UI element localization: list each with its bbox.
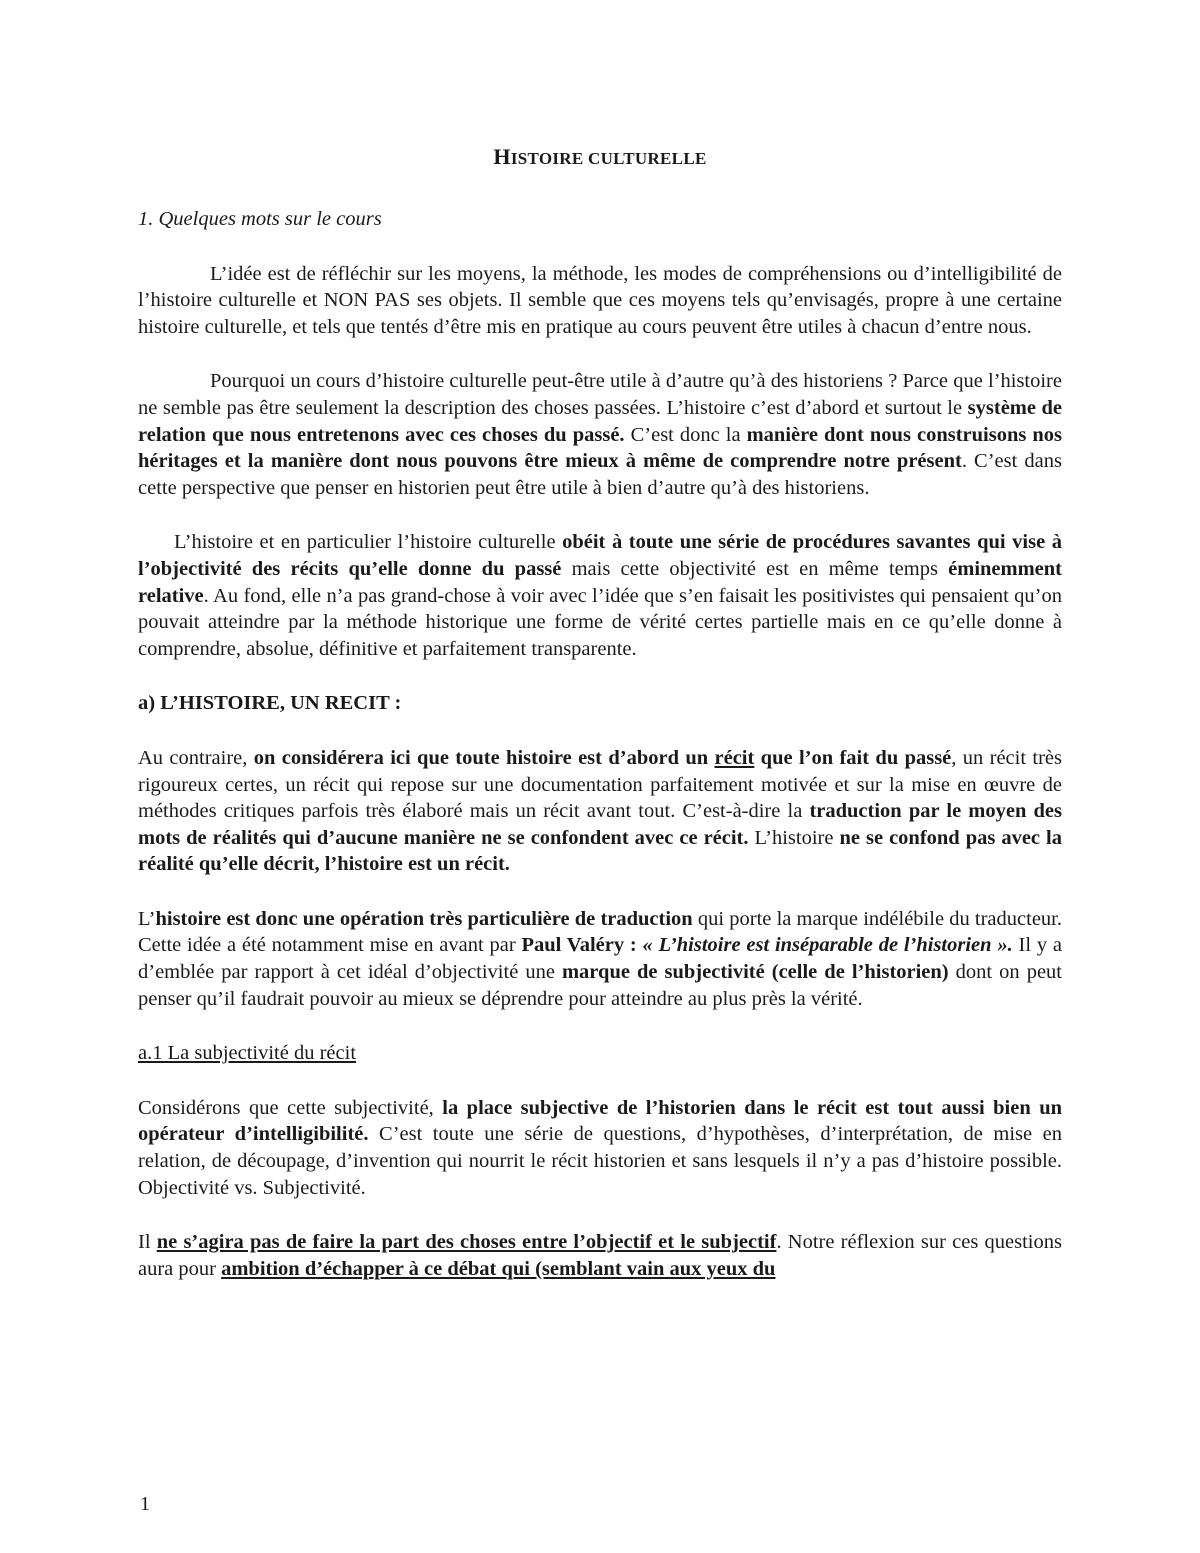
text-run: L’histoire <box>748 826 840 849</box>
bold-run: ne se confond pas avec la réalité qu’elle décrit, l’histoire est un récit. <box>138 826 1062 876</box>
bold-run: manière dont nous construisons nos héritages et la manière dont nous pouvons être mieux à même de comprendre notre présent <box>138 423 1062 473</box>
paragraph-3 <box>138 529 1062 662</box>
bold-run: histoire est donc une opération très particulière de traduction <box>155 907 693 930</box>
bold-italic-run: « L’histoire est inséparable de l’historien ». <box>642 934 1013 957</box>
paragraph-4 <box>138 745 1062 878</box>
section-heading-a1: a.1 La subjectivité du récit <box>138 1042 357 1065</box>
paragraph-7 <box>138 1229 1062 1282</box>
text-run: dont on peut penser qu’il faudrait pouvoir au mieux se déprendre pour atteindre au plus près la vérité. <box>138 961 1062 1010</box>
text-run: , un récit très rigoureux certes, un récit qui repose sur une documentation parfaitement motivée et sur la mise en œuvre de méthodes critiques parfois très élaboré mais un récit avant tout. C’est-à-dire la <box>138 746 1063 823</box>
text-run: qui porte la marque indélébile du traducteur. Cette idée a été notamment mise en avant par <box>138 907 1062 957</box>
paragraph-2 <box>138 368 1062 501</box>
bold-underlined-run: récit <box>714 746 755 769</box>
document-body <box>138 206 1062 1282</box>
text-run: L’ <box>138 907 156 930</box>
section-heading-1: 1. Quelques mots sur le cours <box>138 208 382 230</box>
text-run: Au contraire, <box>138 746 254 769</box>
text-run: . Au fond, elle n’a pas grand-chose à voir avec l’idée que s’en faisait les positivistes qui pensaient qu’on pouvait atteindre par la méthode historique une forme de vérité certes partielle mais en ce qu’elle donne à comprendre, absolue, définitive et parfaitement transparente. <box>138 584 1062 660</box>
paragraph-1: L’idée est de réfléchir sur les moyens, la méthode, les modes de compréhensions ou d’intelligibilité de l’histoire culturelle et NON PAS ses objets. Il semble que ces moyens tels qu’envisagés, propre à une certaine histoire culturelle, et tels que tentés d’être mis en pratique au cours peuvent être utiles à chacun d’entre nous. <box>138 262 1062 338</box>
text-run: C’est toute une série de questions, d’hypothèses, d’interprétation, de mise en relation, de découpage, d’invention qui nourrit le récit historien et sans lesquels il n’y a pas d’histoire possible. Objectivité vs. Subjectivité. <box>138 1123 1062 1199</box>
text-run: Il <box>138 1231 157 1254</box>
text-run: C’est donc la <box>624 423 747 446</box>
section-heading-a: a) L’HISTOIRE, UN RECIT : <box>138 692 402 715</box>
bold-run: traduction par le moyen des mots de réalités qui d’aucune manière ne se confondent avec ce récit. <box>138 800 1063 849</box>
text-run: mais cette objectivité est en même temps <box>561 557 949 580</box>
paragraph-5 <box>138 906 1062 1012</box>
text-run: L’histoire et en particulier l’histoire culturelle <box>174 531 563 554</box>
text-run: . Notre réflexion sur ces questions aura pour <box>138 1231 1062 1280</box>
bold-run: que l’on fait du passé <box>754 746 952 769</box>
bold-run: obéit à toute une série de procédures savantes qui vise à l’objectivité des récits qu’elle donne du passé <box>138 531 1062 580</box>
bold-underlined-run: ne s’agira pas de faire la part des choses entre l’objectif et le subjectif <box>156 1231 777 1254</box>
text-run: . C’est dans cette perspective que penser en historien peut être utile à bien d’autre qu’à des historiens. <box>138 450 1062 499</box>
document-title <box>0 144 1200 170</box>
title-rest: ISTOIRE CULTURELLE <box>510 149 707 168</box>
bold-run: on considérera ici que toute histoire est d’abord un <box>253 746 715 769</box>
page-number: 1 <box>140 1493 150 1515</box>
bold-run: système de relation que nous entretenons avec ces choses du passé. <box>138 396 1063 446</box>
title-initial: H <box>493 144 511 169</box>
paragraph-6 <box>138 1095 1062 1201</box>
bold-run: la place subjective de l’historien dans le récit est tout aussi bien un opérateur d’intelligibilité. <box>138 1096 1062 1146</box>
bold-run: marque de subjectivité (celle de l’historien) <box>561 961 949 984</box>
bold-run: Paul Valéry : <box>521 934 643 957</box>
text-run: Il y a d’emblée par rapport à cet idéal d’objectivité une <box>138 934 1063 984</box>
bold-run: éminemment relative <box>138 557 1063 607</box>
text-run: Pourquoi un cours d’histoire culturelle peut-être utile à d’autre qu’à des historiens ? Parce que l’histoire ne semble pas être seulement la description des choses passées. L’histoire c’est d’abord et surtout le <box>138 370 1062 419</box>
text-run: Considérons que cette subjectivité, <box>138 1096 443 1119</box>
bold-underlined-run: ambition d’échapper à ce débat qui (semblant vain aux yeux du <box>221 1257 776 1280</box>
